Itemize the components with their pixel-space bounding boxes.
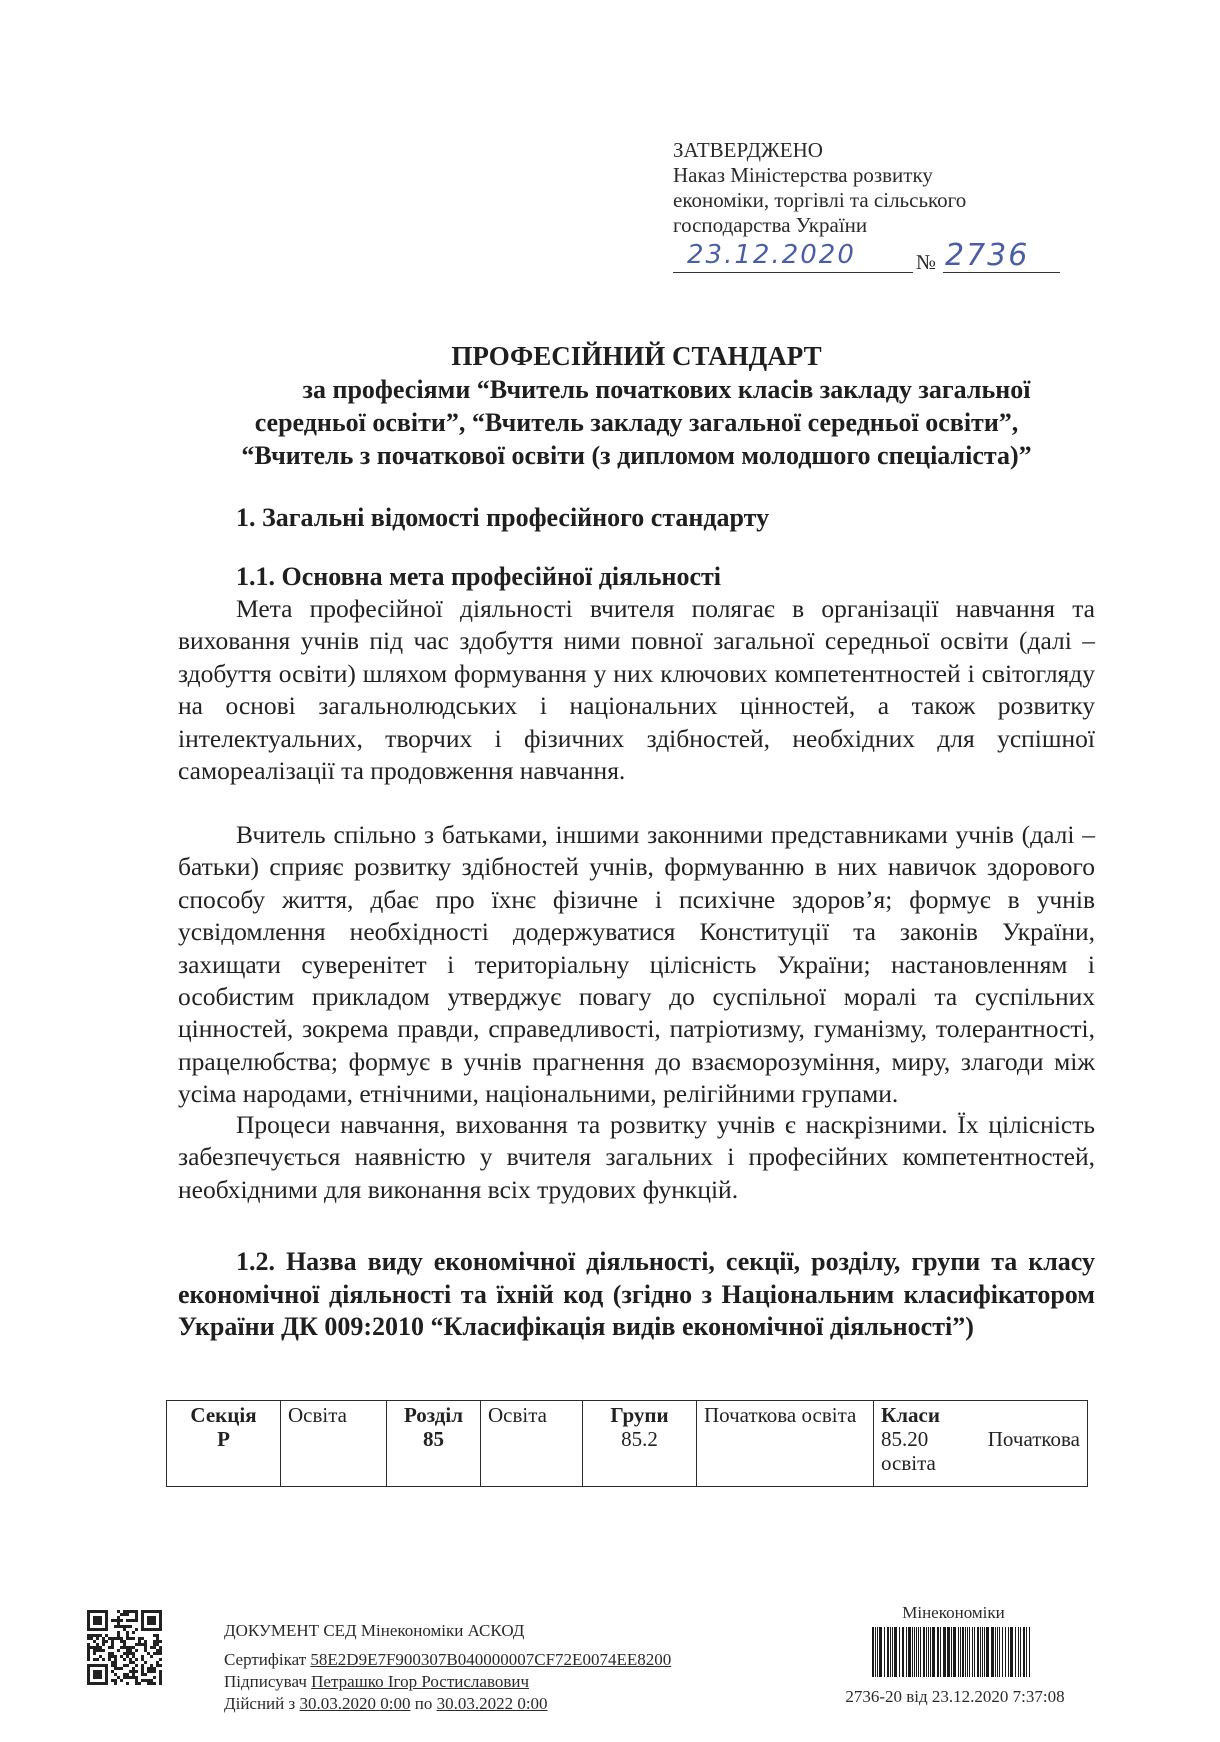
section-1-heading: 1. Загальні відомості професійного стандарту: [236, 503, 770, 532]
division-name: Освіта: [488, 1403, 547, 1427]
group-name-cell: [697, 1401, 874, 1487]
number-sign: №: [916, 250, 937, 274]
table-row: [167, 1401, 1088, 1487]
division-label: Розділ: [403, 1403, 464, 1427]
group-name: Початкова освіта: [704, 1403, 857, 1427]
barcode-label: Мінекономіки: [902, 1603, 1005, 1622]
group-label: Групи: [610, 1403, 669, 1427]
group-cell: [583, 1401, 697, 1487]
signer-label: Підписувач: [224, 1672, 307, 1691]
section-name-cell: [281, 1401, 387, 1487]
valid-from: 30.03.2020 0:00: [299, 1694, 411, 1713]
title-main: ПРОФЕСІЙНИЙ СТАНДАРТ: [451, 341, 822, 371]
division-code: 85: [423, 1427, 444, 1451]
group-code: 85.2: [621, 1427, 658, 1451]
paragraph: Процеси навчання, виховання та розвитку учнів є наскрізними. Їх цілісність забезпечується наявністю у вчителя загальних і професійних компетентностей, необхідними для виконання всіх трудових функцій.: [178, 1110, 1095, 1204]
approval-line: Наказ Міністерства розвитку: [673, 163, 933, 187]
approval-line: економіки, торгівлі та сільського: [673, 188, 967, 212]
class-code-line: [881, 1427, 1080, 1451]
class-name-cont: освіта: [881, 1451, 936, 1475]
approval-date-field: [673, 240, 913, 273]
approval-number-field: [943, 238, 1060, 273]
section-cell: [167, 1401, 281, 1487]
section-code: P: [217, 1427, 230, 1451]
section-name: Освіта: [288, 1403, 347, 1427]
approval-date-number: [673, 238, 1141, 274]
valid-to-label: по: [414, 1694, 433, 1713]
section-label: Секція: [190, 1403, 257, 1427]
certificate-label: Сертифікат: [224, 1650, 307, 1669]
validity-line: [224, 1693, 671, 1715]
economic-activity-table: [166, 1400, 1088, 1487]
class-label: Класи: [881, 1403, 940, 1427]
approval-heading: ЗАТВЕРДЖЕНО: [673, 138, 823, 162]
approval-line: господарства України: [673, 213, 868, 237]
valid-label: Дійсний з: [224, 1694, 296, 1713]
certificate-value: 58E2D9E7F900307B040000007CF72E0074EE8200: [310, 1650, 672, 1669]
document-title: [178, 340, 1095, 472]
title-subtitle-line: “Вчитель з початкової освіти (з дипломом молодшого спеціаліста)”: [241, 441, 1032, 470]
title-subtitle-line: середньої освіти”, “Вчитель закладу загальної середньої освіти”,: [254, 408, 1019, 437]
valid-to: 30.03.2022 0:00: [436, 1694, 548, 1713]
signer-value: Петрашко Ігор Ростиславович: [311, 1672, 530, 1691]
handwritten-date: 23.12.2020: [687, 240, 856, 270]
division-name-cell: [481, 1401, 583, 1487]
sed-stamp: [224, 1620, 671, 1715]
section-1-2-heading: 1.2. Назва виду економічної діяльності, секції, розділу, групи та класу економічної діяльності та їхній код (згідно з Національним класифікатором України ДК 009:2010 “Класифікація видів економічної діяльності”): [178, 1247, 1095, 1341]
sed-title: ДОКУМЕНТ СЕД Мінекономіки АСКОД: [224, 1621, 525, 1640]
class-code: 85.20: [881, 1427, 929, 1451]
title-subtitle-line: за професіями “Вчитель початкових класів закладу загальної: [302, 375, 1031, 404]
class-name: Початкова: [987, 1427, 1080, 1451]
signer-line: [224, 1671, 671, 1693]
approval-block: [673, 138, 966, 238]
qr-code-icon: [87, 1610, 162, 1685]
registration-number: 2736-20 від 23.12.2020 7:37:08: [845, 1687, 1065, 1706]
division-cell: [387, 1401, 481, 1487]
section-1-1-heading: 1.1. Основна мета професійної діяльності: [236, 562, 721, 591]
barcode-icon: [872, 1627, 1035, 1677]
class-cell: [874, 1401, 1088, 1487]
certificate-line: [224, 1649, 671, 1671]
paragraph: Мета професійної діяльності вчителя полягає в організації навчання та виховання учнів під час здобуття ними повної загальної середньої освіти (далі – здобуття освіти) шляхом формування у них ключових компетентностей і світогляду на основі загальнолюдських і національних цінностей, а також розвитку інтелектуальних, творчих і фізичних здібностей, необхідних для успішної самореалізації та продовження навчання.: [178, 594, 1095, 786]
handwritten-number: 2736: [945, 238, 1030, 273]
paragraph: Вчитель спільно з батьками, іншими законними представниками учнів (далі – батьки) сприяє розвитку здібностей учнів, формуванню в них навичок здорового способу життя, дбає про їхнє фізичне і психічне здоров’я; формує в учнів усвідомлення необхідності додержуватися Конституції та законів України, захищати суверенітет і територіальну цілісність України; настановленням і особистим прикладом утверджує повагу до суспільної моралі та суспільних цінностей, зокрема правди, справедливості, патріотизму, гуманізму, толерантності, працелюбства; формує в учнів прагнення до взаєморозуміння, миру, злагоди між усіма народами, етнічними, національними, релігійними групами.: [178, 820, 1095, 1109]
